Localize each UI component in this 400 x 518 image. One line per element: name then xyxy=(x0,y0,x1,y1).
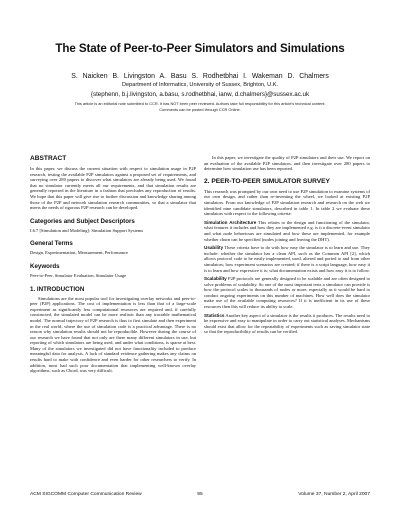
comments-note: Comments can be posted through CCR Online. xyxy=(159,107,241,112)
criterion-term: Statistics xyxy=(204,312,225,318)
criterion-term: Usability xyxy=(204,245,224,251)
categories-heading: Categories and Subject Descriptors xyxy=(30,217,135,225)
keywords-text: Peer-to-Peer, Simulator Evaluation, Simulator Usage xyxy=(30,272,127,278)
abstract-text: In this paper, we discuss the current situation with respect to simulation usage in P2P research, testing the available P2P simulators against a proposed set of requirements, and surveying over 280 papers to discover what simulators are already being used. We found that no simulator currently meets all our requirements, and that simulation results are generally reported in the literature in a fashion that precludes any reproduction of results. We hope that this paper will give rise to further discussion and knowledge sharing among those of the P2P and network simulation research communities, so that a simulator that meets the needs of rigorous P2P research can be developed. xyxy=(30,166,196,211)
paper-title: The State of Peer-to-Peer Simulators and Simulations xyxy=(55,42,345,55)
criterion-scalability xyxy=(204,276,370,310)
author-emails: {stephenn, b.j.livingston, a.basu, s.rodhetbhai, ianw, d.chalmers}@sussex.ac.uk xyxy=(90,91,310,98)
introduction-text: Simulations are the most popular tool for investigating overlay networks and peer-to-peer (P2P) applications. The cost of implementation is less than that of a large-scale experiment as significantly less computational resources are required and, if carefully constructed, the simulated model can be more realistic than any tractable mathematical model. The normal trajectory of P2P research is thus to first simulate and then experiment in the real world, where the use of simulation code is a practical advantage. There is no reason why simulation results should not be reproducible. However during the course of our research we have found that not only are there many different simulators in use, but reporting of which simulators are being used, and under what conditions, is sparse at best. Many of the simulators we investigated did not have functionality included to produce meaningful data for analysis. A lack of standard evidence gathering makes any claims on results hard to make with confidence and even harder for other researchers to verify. In addition, most had such poor documentation that implementing well-known overlay algorithms, such as Chord, was very difficult. xyxy=(30,295,196,374)
footer-page-number: 95 xyxy=(197,492,203,497)
criterion-text: These criteria have to do with how easy the simulator is to learn and use. They include: whether the simulator has a clean API, such as the Common API [2], which allows protocol code to be easily implemented, used, altered and ported to and from other simulators; how experiment scenarios are created; if there is a script language, how easy it is to learn and how expressive it is; what documentation exists and how easy it is to follow. xyxy=(204,245,370,273)
general-terms-text: Design, Experimentation, Measurement, Performance xyxy=(30,250,128,256)
footer-journal: ACM SIGCOMM Computer Communication Review xyxy=(30,492,142,497)
criterion-simulation-architecture xyxy=(204,220,370,242)
criterion-text: This relates to the design and functioning of the simulator, what features it includes and how they are implemented e.g. is it a discrete-event simulator and what node behaviours are simulated and how these are implemented, for example whether churn can be specified (nodes joining and leaving the DHT). xyxy=(204,219,370,242)
survey-heading: 2. PEER-TO-PEER SIMULATOR SURVEY xyxy=(204,177,330,185)
criterion-term: Simulation Architecture xyxy=(204,219,257,225)
criterion-text: P2P protocols are generally designed to be scalable and are often designed to solve problems of scalability. So one of the most important tests a simulator can provide is how the protocol scales to thousands of nodes or more, especially as it would be hard to conduct ongoing experiments on this number of machines. How well does the simulator make use of the available computing resources? If it is inefficient in its use of these resources then this will reduce its ability to scale. xyxy=(204,276,371,310)
keywords-heading: Keywords xyxy=(30,262,60,270)
abstract-heading: ABSTRACT xyxy=(30,155,67,162)
introduction-continued: In this paper, we investigate the quality of P2P simulators and their use. We report on an evaluation of the available P2P simulators, and then investigate over 280 papers to determine how simulation use has been reported. xyxy=(204,155,370,172)
right-column xyxy=(204,155,370,338)
introduction-heading: 1. INTRODUCTION xyxy=(30,285,85,293)
categories-text: I.6.7 [Simulation and Modeling]: Simulation Support Systems xyxy=(30,227,144,233)
author-list: S. Naicken B. Livingston A. Basu S. Rodhetbhai I. Wakeman D. Chalmers xyxy=(71,73,329,80)
editorial-note: This article is an editorial note submitted to CCR. It has NOT been peer reviewed. Authors take full responsibility for this article's technical content. xyxy=(74,101,326,106)
footer-volume: Volume 37, Number 2, April 2007 xyxy=(298,492,370,497)
criterion-usability xyxy=(204,245,370,273)
criterion-text: Another key aspect of a simulator is the results it produces. The results need to be expressive and easy to manipulate in order to carry out statistical analyses. Mechanisms should exist that allow for the repeatability of experiments such as saving simulator state so that the reproducibility of results can be verified. xyxy=(204,312,370,335)
criterion-term: Scalability xyxy=(204,276,227,282)
left-column xyxy=(30,155,196,374)
survey-text: This research was prompted by our own need to use P2P simulation to examine systems of our own design, and rather than re-inventing the wheel, we looked at existing P2P simulators. From our knowledge of P2P simulation research and research on the web we identified nine candidate simulators, described in table 1. In table 2 we evaluate these simulators with respect to the following criteria: xyxy=(204,188,370,217)
affiliation: Department of Informatics, University of Sussex, Brighton, U.K. xyxy=(121,82,279,88)
general-terms-heading: General Terms xyxy=(30,240,73,248)
criterion-statistics xyxy=(204,313,370,335)
